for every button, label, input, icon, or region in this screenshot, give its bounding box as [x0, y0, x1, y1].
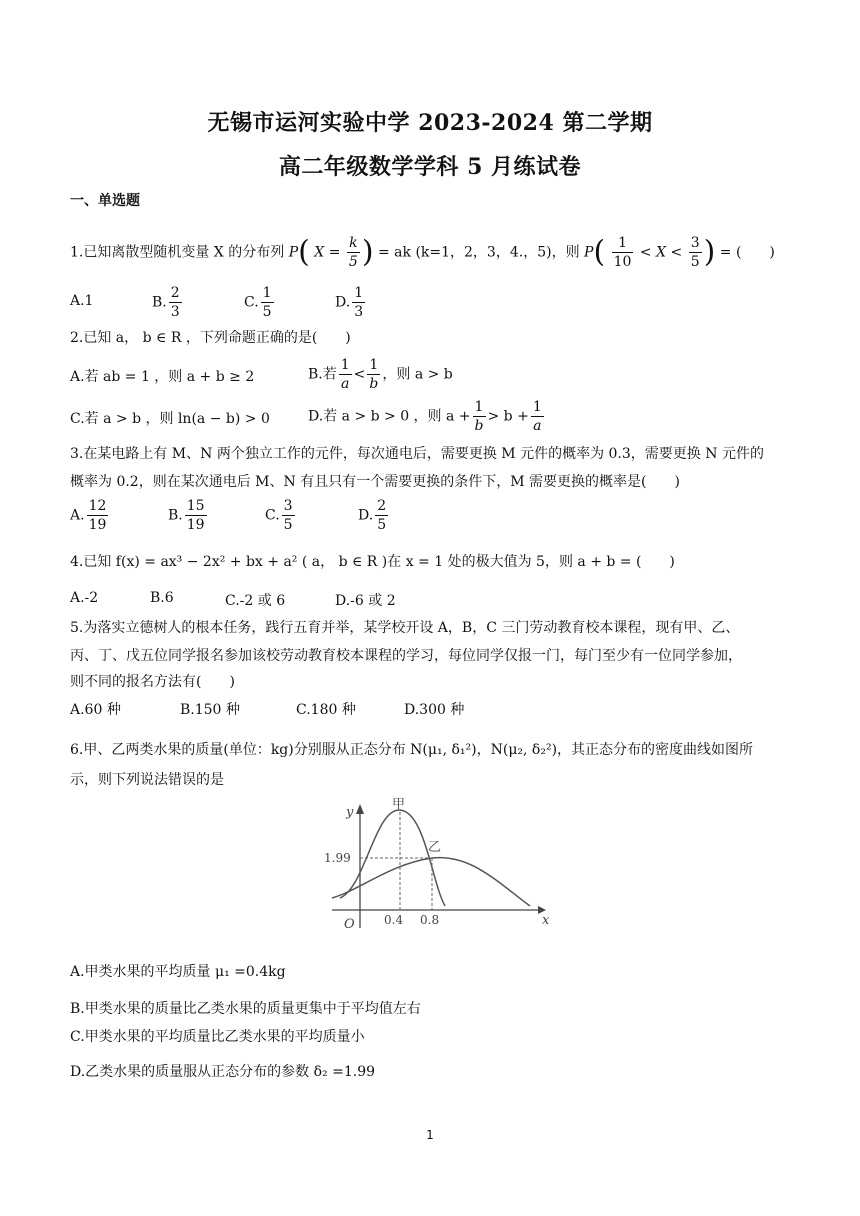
q2-option-b: B.若 $\frac{1}{a}$ < $\frac{1}{b}$ ，则 a > b [308, 357, 453, 392]
q5-option-c: C.180 种 [296, 702, 356, 718]
q1-blank: = ( ) [719, 244, 775, 261]
q1-p: P [288, 244, 299, 261]
exam-title: 无锡市运河实验中学 2023-2024 第二学期 [207, 110, 653, 136]
label-jia: 甲 [392, 798, 406, 812]
q1-fraction-1-10: $\frac{1}{10}$ [613, 235, 632, 270]
q6-option-a: A.甲类水果的平均质量 μ₁ =0.4kg [70, 964, 286, 980]
q1-option-d: D. $\frac{1}{3}$ [335, 285, 364, 320]
question-6-line-2: 示，则下列说法错误的是 [70, 772, 224, 788]
question-6-line-1: 6.甲、乙两类水果的质量(单位：kg)分别服从正态分布 N(μ₁, δ₁²)，N(μ₂, δ₂²)，其正态分布的密度曲线如图所 [70, 742, 754, 758]
question-5-line-1: 5.为落实立德树人的根本任务，践行五育并举，某学校开设 A，B，C 三门劳动教育校本课程，现有甲、乙、 [70, 620, 740, 636]
q1-ineq: < X < [639, 244, 683, 261]
q5-option-d: D.300 种 [404, 702, 465, 718]
question-5-line-3: 则不同的报名方法有( ) [70, 674, 235, 690]
q6-option-d: D.乙类水果的质量服从正态分布的参数 δ₂ =1.99 [70, 1064, 376, 1080]
question-5-line-2: 丙、丁、戊五位同学报名参加该校劳动教育校本课程的学习，每位同学仅报一门，每门至少有一位同学参加， [70, 648, 742, 664]
q1-fraction-3-5: $\frac{3}{5}$ [690, 235, 700, 270]
q1-fraction-k5: $\frac{k}{5}$ [348, 235, 358, 270]
question-3-line-1: 3.在某电路上有 M、N 两个独立工作的元件，每次通电后，需要更换 M 元件的概率为 0.3，需要更换 N 元件的 [70, 446, 764, 462]
question-3-line-2: 概率为 0.2，则在某次通电后 M、N 有且只有一个需要更换的条件下，M 需要更换的概率是( ) [70, 474, 680, 490]
exam-subtitle: 高二年级数学学科 5 月练试卷 [278, 154, 582, 180]
q2-option-d: D.若 a > b > 0 ，则 a + $\frac{1}{b}$ > b + $\frac{1}{a}$ [308, 399, 542, 434]
label-yi: 乙 [428, 840, 442, 855]
q1-option-c: C. $\frac{1}{5}$ [244, 285, 272, 320]
q3-option-c: C. $\frac{3}{5}$ [265, 498, 293, 533]
page-number: 1 [426, 1128, 434, 1142]
q6-option-b: B.甲类水果的质量比乙类水果的质量更集中于平均值左右 [70, 1001, 421, 1017]
y-axis-label: y [346, 805, 354, 820]
q2-option-a: A.若 ab = 1 ，则 a + b ≥ 2 [70, 369, 255, 385]
value-08: 0.8 [420, 913, 440, 927]
q6-option-c: C.甲类水果的平均质量比乙类水果的平均质量小 [70, 1029, 365, 1045]
question-1-stem: 1.已知离散型随机变量 X 的分布列 P( X = $\frac{k}{5}$ ) = ak (k=1，2，3，4.，5)，则 P( $\frac{1}{10}$ < X < $\frac{3}{5}$ ) = ( ) [70, 234, 775, 270]
q4-option-d: D.-6 或 2 [335, 593, 396, 609]
normal-distribution-figure [320, 798, 550, 936]
origin-label: O [344, 917, 355, 932]
q3-option-d: D. $\frac{2}{5}$ [358, 498, 387, 533]
q1-condition: = ak (k=1，2，3，4.，5)，则 [377, 244, 580, 261]
question-4-stem: 4.已知 f(x) = ax³ − 2x² + bx + a² ( a， b ∈ R )在 x = 1 处的极大值为 5，则 a + b = ( ) [70, 554, 675, 570]
value-199: 1.99 [324, 851, 351, 865]
section-heading: 一、单选题 [70, 193, 140, 209]
y-axis-arrow [356, 804, 364, 814]
q1-option-a: A.1 [70, 293, 94, 309]
q4-option-b: B.6 [150, 590, 174, 606]
q5-option-b: B.150 种 [180, 702, 240, 718]
question-2-stem: 2.已知 a， b ∈ R ，下列命题正确的是( ) [70, 330, 351, 346]
q1-p2: P [584, 244, 594, 261]
q5-option-a: A.60 种 [70, 702, 121, 718]
value-04: 0.4 [384, 913, 404, 927]
q4-option-a: A.-2 [70, 590, 99, 606]
x-axis-label: x [542, 913, 550, 928]
q1-x-eq: X = [314, 244, 341, 261]
q3-option-b: B. $\frac{15}{19}$ [168, 498, 205, 533]
q1-option-b: B. $\frac{2}{3}$ [152, 285, 180, 320]
q3-option-a: A. $\frac{12}{19}$ [70, 498, 107, 533]
q1-text: 1.已知离散型随机变量 X 的分布列 [70, 244, 285, 261]
q4-option-c: C.-2 或 6 [225, 593, 286, 609]
q2-option-c: C.若 a > b ，则 ln(a − b) > 0 [70, 411, 270, 427]
